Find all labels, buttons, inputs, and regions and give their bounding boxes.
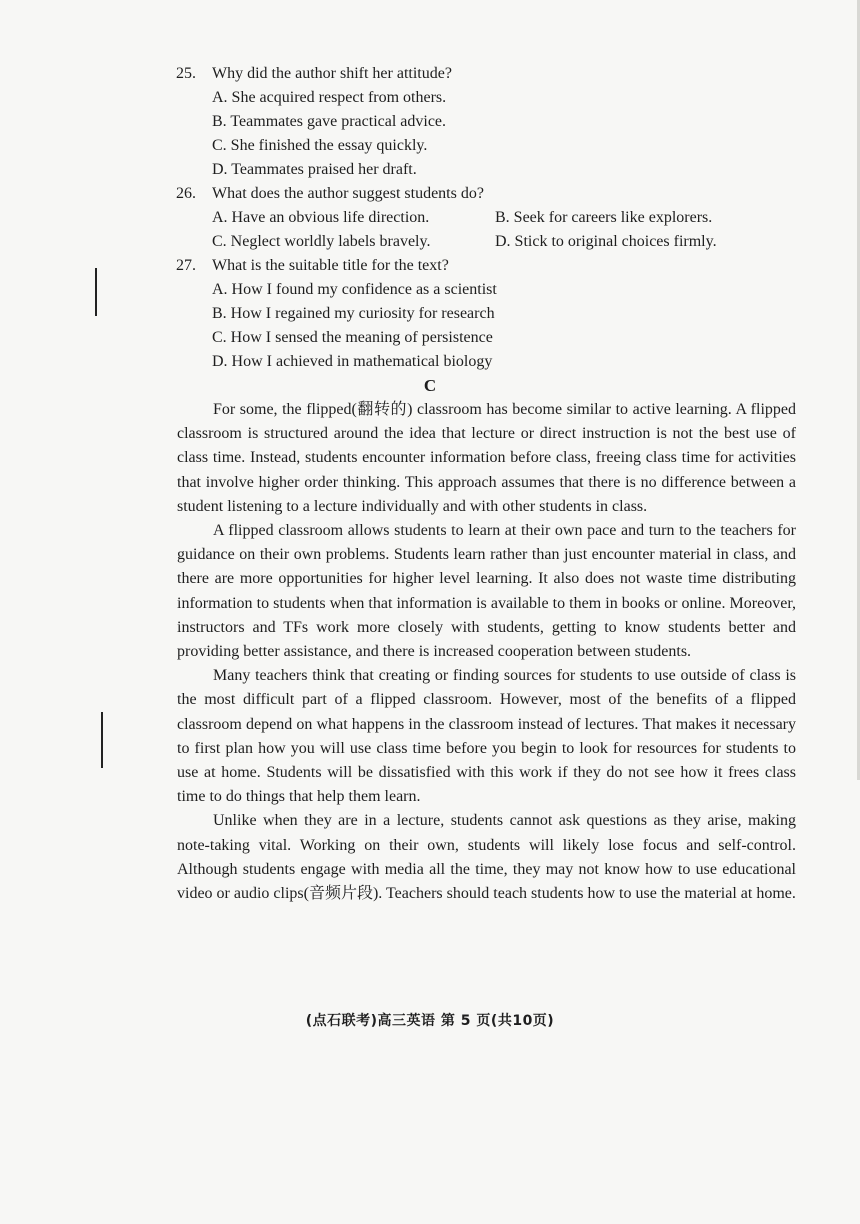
answer-option: D. Teammates praised her draft. (212, 161, 417, 178)
answer-option: C. How I sensed the meaning of persistence (212, 329, 493, 346)
question-text: What does the author suggest students do? (212, 185, 484, 202)
section-heading: C (423, 376, 437, 395)
answer-option: A. Have an obvious life direction. (212, 209, 430, 226)
answer-option: C. She finished the essay quickly. (212, 137, 428, 154)
answer-option: A. She acquired respect from others. (212, 89, 447, 106)
question-number: 25. (176, 65, 196, 82)
reading-passage (177, 398, 796, 906)
page-footer: (点石联考)高三英语 第 5 页(共10页) (305, 1013, 555, 1029)
question-text: What is the suitable title for the text? (212, 257, 449, 274)
question-block (176, 62, 796, 374)
question-text: Why did the author shift her attitude? (212, 65, 452, 82)
answer-option: B. Teammates gave practical advice. (212, 113, 447, 130)
answer-option-row (176, 206, 796, 230)
answer-option-row (176, 230, 796, 254)
answer-option: B. Seek for careers like explorers. (495, 209, 713, 226)
question-number: 27. (176, 257, 196, 274)
answer-option: A. How I found my confidence as a scientist (212, 281, 497, 298)
answer-option: D. Stick to original choices firmly. (495, 233, 717, 250)
question-stem (176, 62, 796, 86)
binding-mark (101, 712, 103, 768)
answer-option: C. Neglect worldly labels bravely. (212, 233, 431, 250)
question-stem (176, 182, 796, 206)
passage-paragraph: For some, the flipped(翻转的) classroom has become similar to active learning. A flipped classroom is structured around the idea that lecture or direct instruction is not the best use of class time. Instead, students encounter information before class, freeing class time for activities that involve higher order thinking. This approach assumes that there is no difference between a student listening to a lecture individually and with other students in class. (177, 401, 796, 515)
question-number: 26. (176, 185, 196, 202)
answer-option: D. How I achieved in mathematical biology (212, 353, 493, 370)
question-stem (176, 254, 796, 278)
binding-mark (95, 268, 97, 316)
answer-option: B. How I regained my curiosity for research (212, 305, 495, 322)
passage-paragraph: A flipped classroom allows students to learn at their own pace and turn to the teachers for guidance on their own problems. Students learn rather than just encounter material in class, and there are more opportunities for higher level learning. It also does not waste time distributing information to students when that information is available to them in books or online. Moreover, instructors and TFs work more closely with students, getting to know students better and providing better assistance, and there is increased cooperation between students. (177, 522, 796, 661)
passage-paragraph: Unlike when they are in a lecture, students cannot ask questions as they arise, making note-taking vital. Working on their own, students will likely lose focus and self-control. Although students engage with media all the time, they may not know how to use educational video or audio clips(音频片段). Teachers should teach students how to use the material at home. (177, 812, 796, 903)
passage-paragraph: Many teachers think that creating or finding sources for students to use outside of class is the most difficult part of a flipped classroom. However, most of the benefits of a flipped classroom depend on what happens in the classroom instead of lectures. That makes it necessary to first plan how you will use class time before you begin to look for resources for students to use at home. Students will be dissatisfied with this work if they do not see how it frees class time to do things that help them learn. (177, 667, 796, 806)
